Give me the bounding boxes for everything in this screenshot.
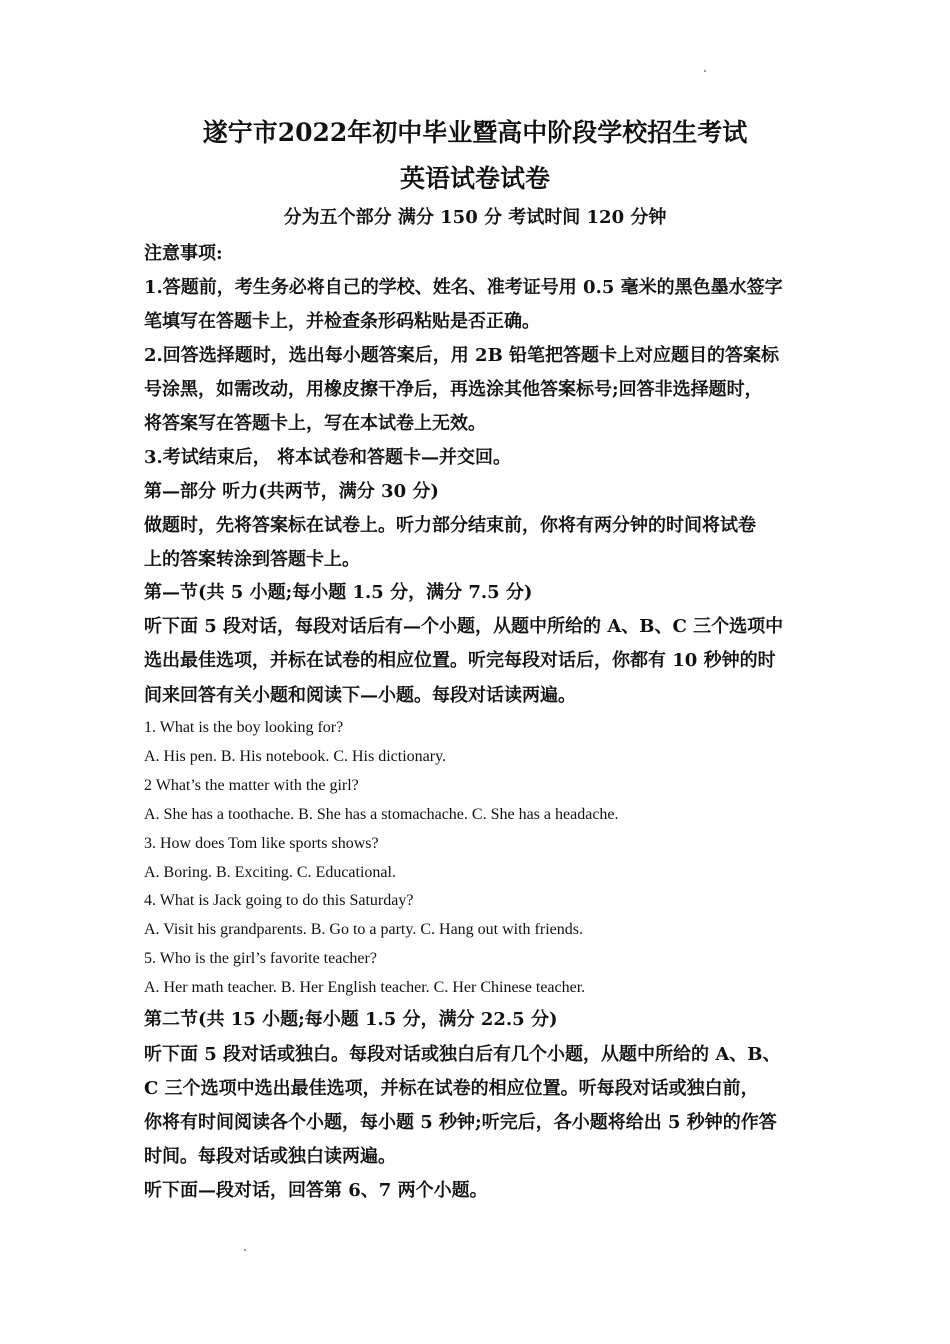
notes-line: 3.考试结束后， 将本试卷和答题卡—并交回。	[144, 447, 512, 468]
exam-info: 分为五个部分 满分 150 分 考试时间 120 分钟	[283, 207, 667, 228]
question-options: A. Boring. B. Exciting. C. Educational.	[144, 864, 396, 881]
section1-heading: 第—节(共 5 小题;每小题 1.5 分，满分 7.5 分)	[144, 582, 533, 603]
question-text: 3. How does Tom like sports shows?	[144, 835, 379, 852]
question-text: 1. What is the boy looking for?	[144, 719, 344, 736]
exam-subtitle: 英语试卷试卷	[399, 164, 550, 193]
question-options: A. His pen. B. His notebook. C. His dictionary.	[144, 748, 447, 765]
question-options: A. Her math teacher. B. Her English teacher. C. Her Chinese teacher.	[144, 979, 586, 996]
scan-dot-top	[704, 70, 706, 72]
question-text: 5. Who is the girl’s favorite teacher?	[144, 950, 377, 967]
question-text: 2 What’s the matter with the girl?	[144, 777, 359, 794]
notes-line: 将答案写在答题卡上，写在本试卷上无效。	[144, 413, 486, 434]
notes-heading: 注意事项:	[144, 243, 223, 264]
section1-instruction: 间来回答有关小题和阅读下—小题。每段对话读两遍。	[144, 685, 576, 706]
section1-instruction: 选出最佳选项，并标在试卷的相应位置。听完每段对话后，你都有 10 秒钟的时	[144, 650, 776, 671]
question-options: A. Visit his grandparents. B. Go to a party. C. Hang out with friends.	[144, 921, 583, 938]
section2-instruction: 听下面 5 段对话或独白。每段对话或独白后有几个小题，从题中所给的 A、B、	[144, 1044, 781, 1065]
notes-line: 笔填写在答题卡上，并检查条形码粘贴是否正确。	[144, 311, 540, 332]
exam-title: 遂宁市2022年初中毕业暨高中阶段学校招生考试	[202, 118, 748, 147]
section2-instruction: 时间。每段对话或独白读两遍。	[144, 1146, 396, 1167]
question-options: A. She has a toothache. B. She has a stomachache. C. She has a headache.	[144, 806, 619, 823]
part1-intro: 上的答案转涂到答题卡上。	[144, 549, 360, 570]
notes-line: 号涂黑，如需改动，用橡皮擦干净后，再选涂其他答案标号;回答非选择题时，	[144, 379, 763, 400]
part1-intro: 做题时，先将答案标在试卷上。听力部分结束前，你将有两分钟的时间将试卷	[144, 515, 756, 536]
notes-line: 2.回答选择题时，选出每小题答案后，用 2B 铅笔把答题卡上对应题目的答案标	[144, 345, 780, 366]
question-text: 4. What is Jack going to do this Saturday?	[144, 892, 414, 909]
section1-instruction: 听下面 5 段对话，每段对话后有—个小题，从题中所给的 A、B、C 三个选项中	[144, 616, 784, 637]
section2-instruction: 你将有时间阅读各个小题，每小题 5 秒钟;听完后，各小题将给出 5 秒钟的作答	[144, 1112, 777, 1133]
section2-instruction: C 三个选项中选出最佳选项，并标在试卷的相应位置。听每段对话或独白前，	[144, 1078, 759, 1099]
section2-lead: 听下面—段对话，回答第 6、7 两个小题。	[144, 1180, 488, 1201]
notes-line: 1.答题前，考生务必将自己的学校、姓名、准考证号用 0.5 毫米的黑色墨水签字	[144, 277, 783, 298]
section2-heading: 第二节(共 15 小题;每小题 1.5 分，满分 22.5 分)	[144, 1009, 558, 1030]
part1-heading: 第—部分 听力(共两节，满分 30 分)	[144, 481, 439, 502]
scan-dot-bottom	[244, 1249, 246, 1251]
